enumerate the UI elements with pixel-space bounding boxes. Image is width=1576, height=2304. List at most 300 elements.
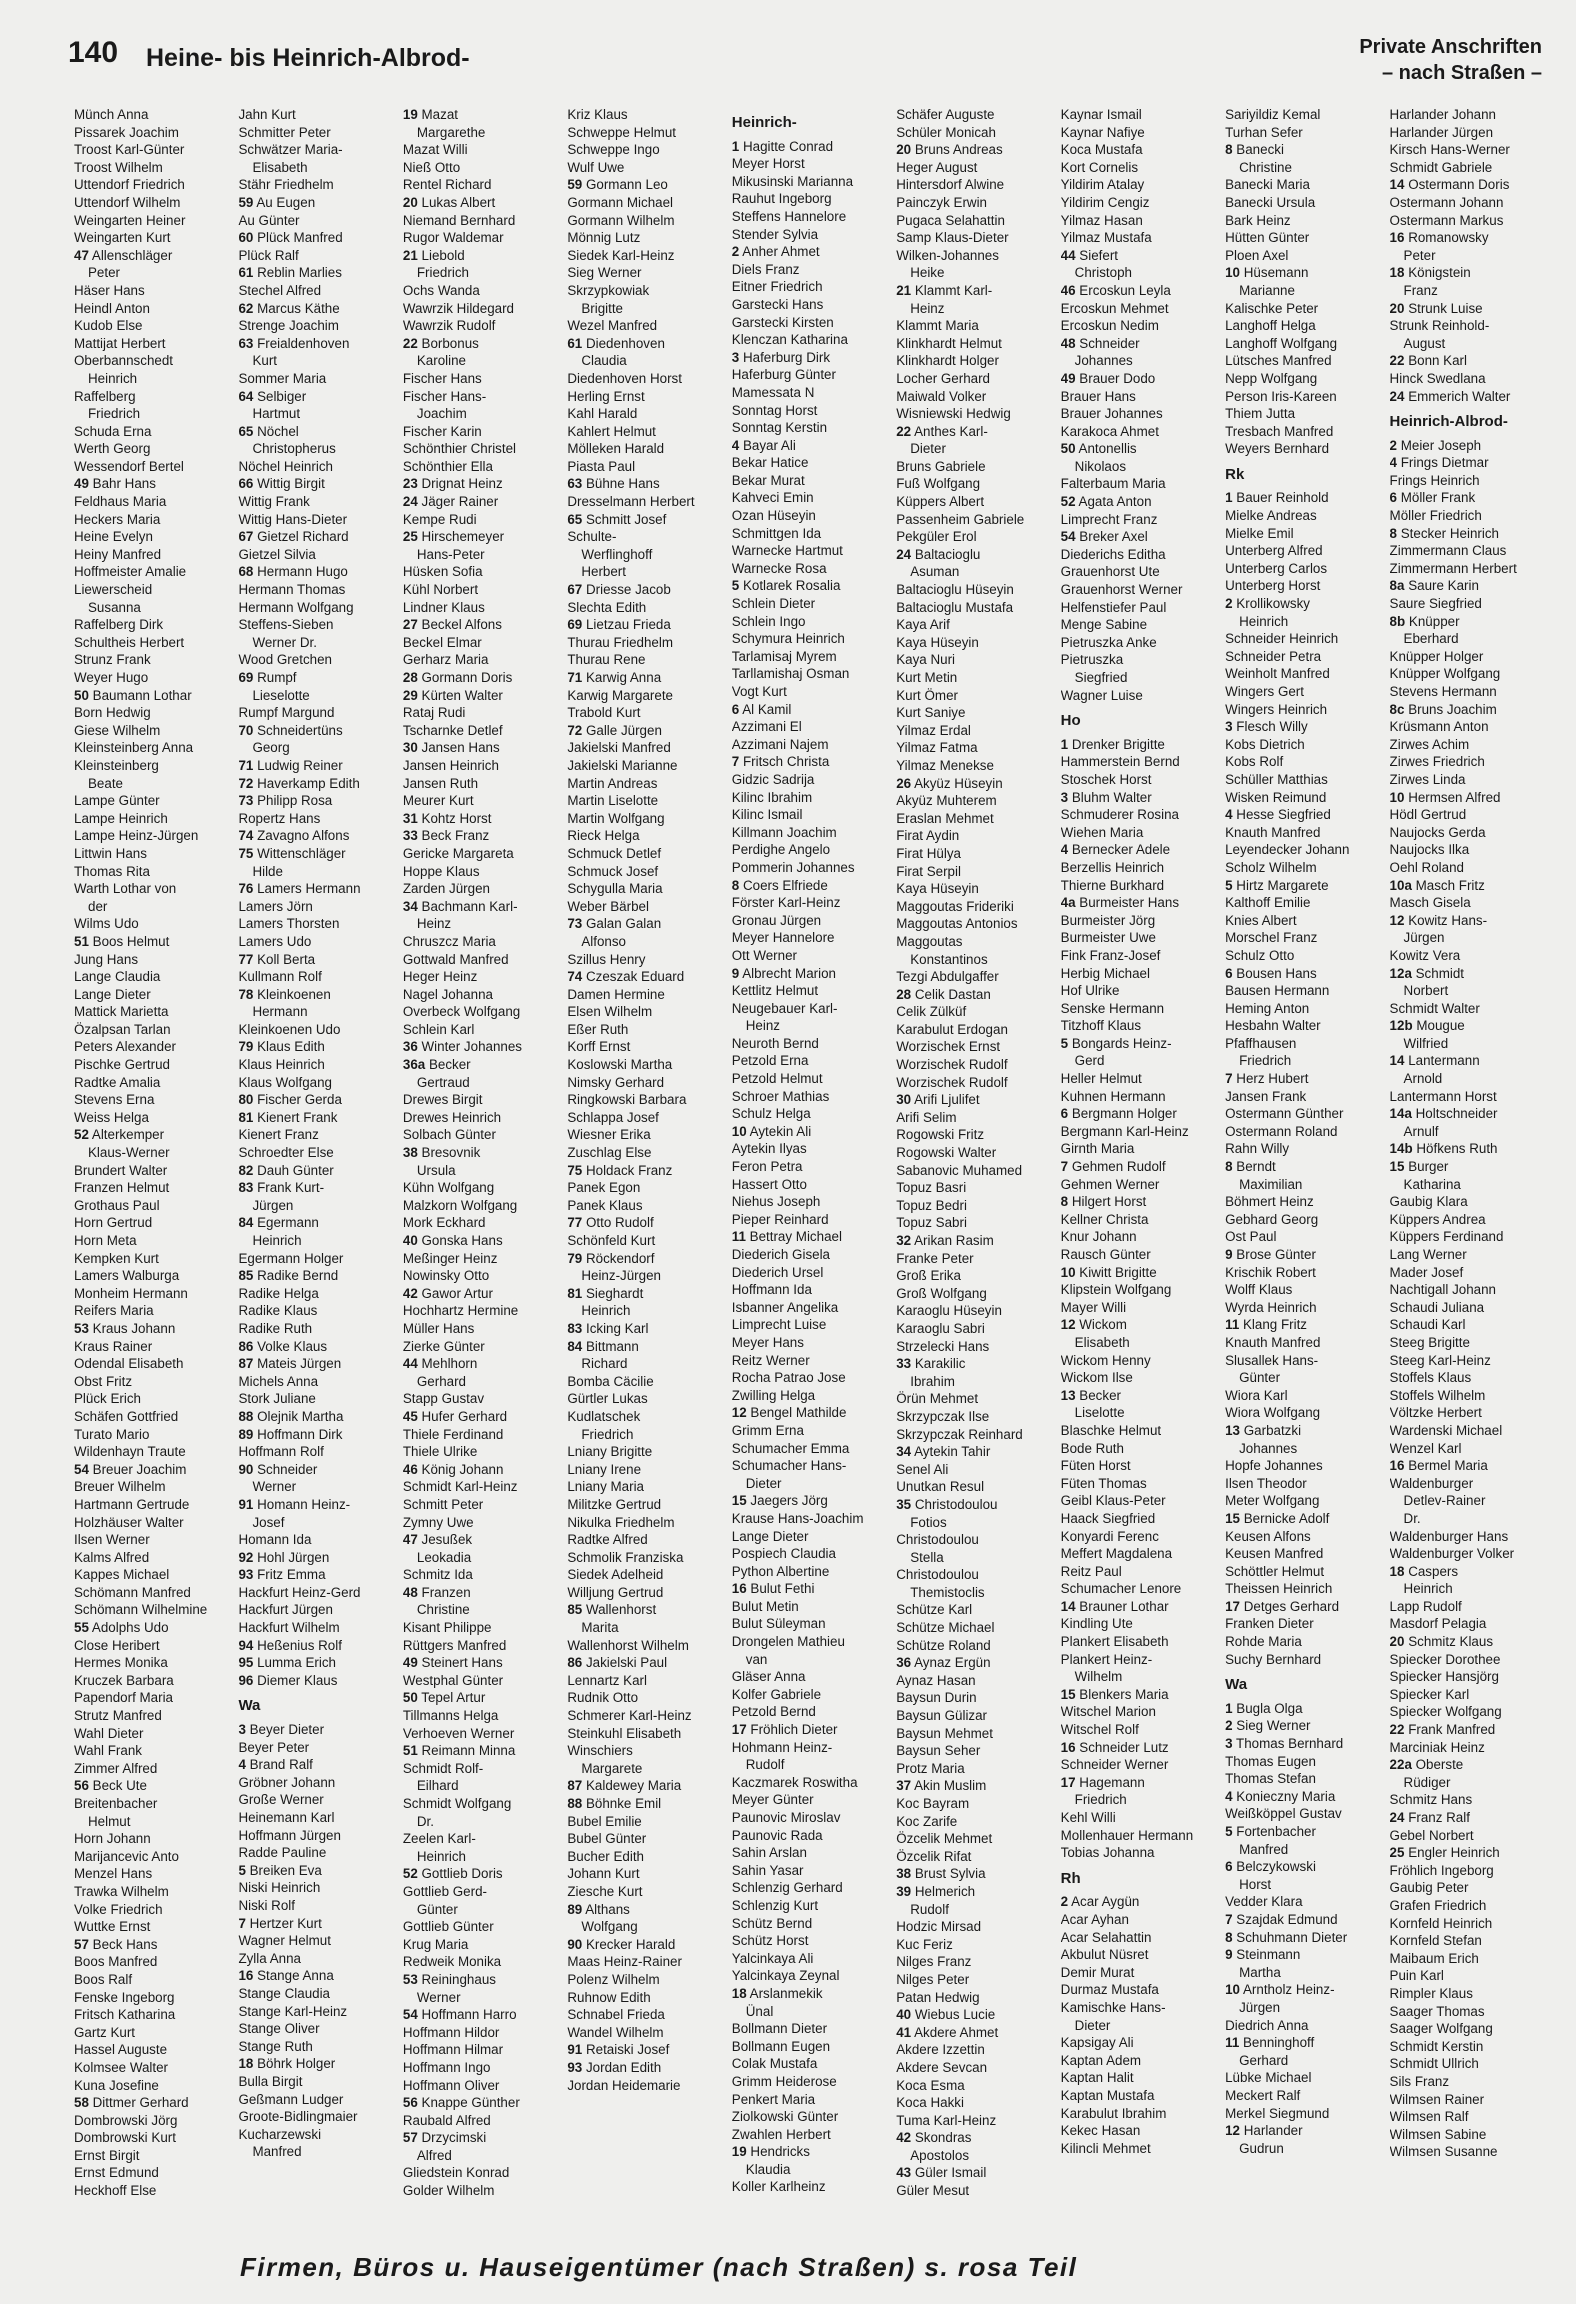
directory-entry bbox=[74, 1813, 228, 1831]
resident-name: Slechta Edith bbox=[567, 599, 647, 615]
resident-name: Karaoglu Sabri bbox=[896, 1320, 985, 1336]
directory-entry bbox=[1390, 1686, 1544, 1704]
directory-entry bbox=[1225, 335, 1379, 353]
street-heading: Rk bbox=[1225, 465, 1245, 483]
resident-name: Ost Paul bbox=[1225, 1229, 1277, 1245]
house-number: 46 bbox=[402, 1461, 418, 1477]
directory-entry bbox=[238, 1827, 392, 1845]
directory-column bbox=[74, 106, 228, 2241]
house-number: 12 bbox=[1225, 2123, 1241, 2139]
house-number: 3 bbox=[731, 349, 740, 365]
resident-name: Thiem Jutta bbox=[1225, 406, 1296, 422]
resident-name: Hoffmann Oliver bbox=[402, 2077, 500, 2093]
directory-entry bbox=[896, 563, 1050, 581]
resident-name: Wisken Reimund bbox=[1225, 789, 1327, 805]
resident-name: Martin Andreas bbox=[567, 775, 658, 791]
directory-entry bbox=[732, 296, 886, 314]
directory-entry bbox=[896, 1390, 1050, 1408]
house-number: 49 bbox=[402, 1655, 418, 1671]
directory-entry bbox=[567, 1566, 721, 1584]
resident-name: Fenske Ingeborg bbox=[74, 1989, 175, 2005]
directory-entry bbox=[1390, 1316, 1544, 1334]
directory-entry bbox=[238, 722, 392, 740]
directory-entry bbox=[238, 1461, 392, 1479]
directory-entry bbox=[896, 1478, 1050, 1496]
resident-name: Nikulka Friedhelm bbox=[567, 1514, 675, 1530]
directory-entry bbox=[567, 2059, 721, 2077]
resident-name: Naujocks Gerda bbox=[1389, 824, 1486, 840]
resident-name: Hermann Wolfgang bbox=[238, 599, 354, 615]
house-number: 21 bbox=[402, 247, 418, 263]
resident-name: Morschel Franz bbox=[1225, 930, 1318, 946]
resident-name: Mazat Willi bbox=[402, 142, 468, 158]
directory-entry bbox=[896, 1074, 1050, 1092]
resident-name: Python Albertine bbox=[731, 1563, 830, 1579]
resident-name: Jäger Rainer bbox=[421, 494, 499, 510]
directory-entry bbox=[74, 1619, 228, 1637]
directory-entry bbox=[403, 1197, 557, 1215]
directory-entry bbox=[1225, 1788, 1379, 1806]
resident-name: Krollikowsky bbox=[1236, 596, 1310, 612]
resident-name: Girnth Maria bbox=[1060, 1141, 1135, 1157]
directory-entry bbox=[1225, 2017, 1379, 2035]
directory-entry bbox=[896, 493, 1050, 511]
directory-entry bbox=[732, 1563, 886, 1581]
resident-name: Mölleken Harald bbox=[567, 441, 665, 457]
resident-name: Hoffmeister Amalie bbox=[74, 564, 187, 580]
directory-entry bbox=[732, 1369, 886, 1387]
directory-entry bbox=[1061, 300, 1215, 318]
directory-entry bbox=[74, 1689, 228, 1707]
directory-entry bbox=[74, 616, 228, 634]
resident-name: Skrzypczak Ilse bbox=[896, 1408, 990, 1424]
resident-name: Wilmsen Ralf bbox=[1389, 2109, 1469, 2125]
resident-name: Geibl Klaus-Peter bbox=[1060, 1493, 1166, 1509]
directory-entry bbox=[1061, 753, 1215, 771]
directory-entry bbox=[1061, 1545, 1215, 1563]
directory-entry bbox=[1390, 542, 1544, 560]
directory-entry bbox=[74, 405, 228, 423]
directory-entry bbox=[74, 2059, 228, 2077]
house-number: 6 bbox=[1225, 965, 1233, 981]
resident-name: Wittig Frank bbox=[238, 494, 310, 510]
directory-entry bbox=[732, 1123, 886, 1141]
directory-entry bbox=[732, 1862, 886, 1880]
resident-name: Meyer Hans bbox=[731, 1334, 804, 1350]
house-number: 50 bbox=[1060, 441, 1076, 457]
directory-entry bbox=[732, 1052, 886, 1070]
directory-entry bbox=[403, 1865, 557, 1883]
directory-entry bbox=[1225, 2069, 1379, 2087]
directory-entry bbox=[238, 1897, 392, 1915]
resident-name: Mehlhorn bbox=[421, 1356, 478, 1372]
resident-name: Bollmann Eugen bbox=[731, 2038, 831, 2054]
resident-name: Heiny Manfred bbox=[74, 546, 162, 562]
resident-name: Kellner Christa bbox=[1060, 1211, 1149, 1227]
directory-entry bbox=[74, 1936, 228, 1954]
resident-name: Hopfe Johannes bbox=[1225, 1458, 1323, 1474]
resident-name: Berzellis Heinrich bbox=[1060, 859, 1165, 875]
resident-name: Grauenhorst Ute bbox=[1060, 564, 1160, 580]
directory-entry bbox=[74, 1074, 228, 1092]
directory-entry bbox=[1390, 929, 1544, 947]
directory-entry bbox=[403, 1091, 557, 1109]
directory-entry bbox=[403, 1461, 557, 1479]
directory-entry bbox=[238, 880, 392, 898]
directory-entry bbox=[1225, 1893, 1379, 1911]
directory-entry bbox=[732, 1070, 886, 1088]
resident-name: Gartz Kurt bbox=[74, 2024, 136, 2040]
directory-entry bbox=[74, 1514, 228, 1532]
resident-name: Pekgüler Erol bbox=[896, 529, 977, 545]
directory-entry bbox=[567, 1267, 721, 1285]
house-number: 55 bbox=[74, 1620, 89, 1636]
resident-name: Plankert Heinz- bbox=[1060, 1651, 1153, 1667]
resident-name: Paunovic Rada bbox=[731, 1827, 823, 1843]
resident-name: Bugla Olga bbox=[1236, 1700, 1303, 1716]
resident-name: König Johann bbox=[421, 1461, 504, 1477]
resident-name: Füten Thomas bbox=[1060, 1475, 1147, 1491]
house-number: 16 bbox=[238, 1968, 254, 1984]
directory-entry bbox=[1225, 613, 1379, 631]
directory-entry bbox=[1390, 1387, 1544, 1405]
house-number: 14a bbox=[1389, 1106, 1412, 1122]
directory-entry bbox=[403, 124, 557, 142]
resident-name: Friedrich bbox=[1239, 1053, 1292, 1069]
resident-name: Beate bbox=[88, 775, 123, 791]
resident-name: Kuhnen Hermann bbox=[1060, 1088, 1166, 1104]
resident-name: Arikan Rasim bbox=[914, 1233, 994, 1248]
house-number: 8 bbox=[731, 877, 740, 893]
resident-name: Themistoclis bbox=[910, 1584, 985, 1600]
directory-entry bbox=[1390, 665, 1544, 683]
directory-entry bbox=[732, 1879, 886, 1897]
directory-entry bbox=[238, 1478, 392, 1496]
resident-name: Breuer Joachim bbox=[92, 1461, 187, 1477]
resident-name: Warnecke Hartmut bbox=[731, 543, 843, 559]
resident-name: Schmidt Gabriele bbox=[1389, 159, 1493, 175]
resident-name: Franzen bbox=[421, 1584, 471, 1600]
directory-entry bbox=[1061, 282, 1215, 300]
resident-name: Detlev-Rainer bbox=[1403, 1493, 1486, 1509]
resident-name: Hilde bbox=[252, 863, 283, 879]
directory-entry bbox=[567, 1003, 721, 1021]
resident-name: Kaynar Nafiye bbox=[1060, 124, 1145, 140]
resident-name: Kowitz Hans- bbox=[1408, 912, 1488, 928]
resident-name: Anher Ahmet bbox=[742, 244, 820, 260]
directory-entry bbox=[238, 1672, 392, 1690]
resident-name: Wilmsen Sabine bbox=[1389, 2126, 1487, 2142]
resident-name: Wittenschläger bbox=[257, 845, 346, 861]
resident-name: Stange Oliver bbox=[238, 2021, 320, 2037]
resident-name: Hirschemeyer bbox=[421, 529, 505, 545]
directory-entry bbox=[896, 1320, 1050, 1338]
resident-name: Hesse Siegfried bbox=[1236, 807, 1331, 823]
directory-column bbox=[1390, 106, 1544, 2241]
resident-name: Kurt Metin bbox=[896, 670, 958, 685]
directory-entry bbox=[238, 2055, 392, 2073]
directory-entry bbox=[74, 229, 228, 247]
resident-name: Maibaum Erich bbox=[1389, 1950, 1479, 1966]
resident-name: Lniany Brigitte bbox=[567, 1444, 653, 1460]
resident-name: Waldenburger bbox=[1389, 1475, 1474, 1491]
resident-name: Fischer Hans- bbox=[402, 388, 487, 404]
resident-name: Lumma Erich bbox=[257, 1655, 336, 1671]
directory-entry bbox=[403, 1003, 557, 1021]
resident-name: Hoppe Klaus bbox=[402, 863, 480, 879]
directory-entry bbox=[1390, 947, 1544, 965]
resident-name: Fischer Karin bbox=[402, 423, 482, 439]
resident-name: Limprecht Franz bbox=[1060, 511, 1158, 527]
resident-name: Wagner Luise bbox=[1060, 687, 1143, 703]
directory-entry bbox=[238, 1531, 392, 1549]
page-title: Heine- bis Heinrich-Albrod- bbox=[146, 44, 470, 72]
directory-entry bbox=[896, 2006, 1050, 2024]
resident-name: Kappes Michael bbox=[74, 1567, 170, 1583]
directory-entry bbox=[403, 1426, 557, 1444]
directory-entry bbox=[896, 739, 1050, 757]
resident-name: Fischer Gerda bbox=[257, 1092, 342, 1108]
directory-entry bbox=[238, 1791, 392, 1809]
resident-name: Nimsky Gerhard bbox=[567, 1074, 665, 1090]
directory-entry bbox=[732, 841, 886, 859]
directory-entry bbox=[74, 141, 228, 159]
resident-name: Marcus Käthe bbox=[257, 300, 340, 316]
resident-name: Puin Karl bbox=[1389, 1968, 1444, 1984]
directory-entry bbox=[1390, 701, 1544, 719]
house-number: 4 bbox=[1389, 455, 1397, 471]
resident-name: Friedrich bbox=[581, 1426, 634, 1442]
directory-entry bbox=[74, 1725, 228, 1743]
directory-entry bbox=[74, 1901, 228, 1919]
directory-entry bbox=[238, 475, 392, 493]
resident-name: Kurt Ömer bbox=[896, 687, 958, 703]
resident-name: Tezgi Abdulgaffer bbox=[896, 969, 999, 985]
resident-name: Klipstein Wolfgang bbox=[1060, 1282, 1172, 1298]
resident-name: Diedenhoven Horst bbox=[567, 370, 682, 386]
resident-name: Wilms Udo bbox=[74, 916, 139, 932]
directory-entry bbox=[1061, 1999, 1215, 2017]
directory-entry bbox=[403, 1144, 557, 1162]
house-number: 54 bbox=[402, 2007, 418, 2023]
resident-name: Claudia bbox=[581, 353, 627, 369]
house-number: 36 bbox=[402, 1039, 418, 1055]
directory-entry bbox=[1225, 1422, 1379, 1440]
resident-name: Kudlatschek bbox=[567, 1408, 641, 1424]
resident-name: Koc Zarife bbox=[896, 1813, 958, 1829]
directory-entry bbox=[732, 1739, 886, 1757]
directory-entry bbox=[567, 1250, 721, 1268]
directory-entry bbox=[1390, 2038, 1544, 2056]
house-number: 22 bbox=[1389, 1722, 1405, 1738]
resident-name: Weyers Bernhard bbox=[1225, 441, 1330, 457]
directory-entry bbox=[1061, 1528, 1215, 1546]
directory-entry bbox=[732, 331, 886, 349]
resident-name: Aytekin Tahir bbox=[914, 1444, 991, 1460]
directory-entry bbox=[403, 423, 557, 441]
resident-name: Brose Günter bbox=[1236, 1247, 1316, 1262]
directory-entry bbox=[567, 247, 721, 265]
directory-entry bbox=[74, 1197, 228, 1215]
resident-name: Höfkens Ruth bbox=[1416, 1141, 1498, 1157]
directory-entry bbox=[732, 929, 886, 947]
house-number: 69 bbox=[238, 670, 254, 685]
resident-name: Fischer Hans bbox=[402, 370, 482, 386]
house-number: 74 bbox=[567, 969, 583, 985]
directory-entry bbox=[1225, 859, 1379, 877]
resident-name: Gehmen Rudolf bbox=[1071, 1159, 1166, 1175]
directory-entry bbox=[1225, 877, 1379, 895]
resident-name: Dr. bbox=[416, 1813, 434, 1829]
directory-entry bbox=[403, 757, 557, 775]
directory-entry bbox=[732, 138, 886, 156]
resident-name: Wiebus Lucie bbox=[914, 2007, 996, 2023]
directory-entry bbox=[403, 1355, 557, 1373]
resident-name: Mattijat Herbert bbox=[74, 335, 166, 351]
house-number: 86 bbox=[567, 1655, 583, 1671]
directory-entry bbox=[1390, 2143, 1544, 2161]
resident-name: Mateis Jürgen bbox=[257, 1356, 342, 1372]
directory-entry bbox=[732, 1193, 886, 1211]
resident-name: Mader Josef bbox=[1389, 1264, 1464, 1280]
directory-entry bbox=[896, 2182, 1050, 2200]
house-number: 61 bbox=[238, 265, 254, 281]
resident-name: Rausch Günter bbox=[1060, 1247, 1151, 1262]
house-number: 90 bbox=[238, 1461, 254, 1477]
resident-name: Hermes Monika bbox=[74, 1655, 168, 1671]
directory-entry bbox=[732, 2038, 886, 2056]
house-number: 5 bbox=[1225, 877, 1233, 893]
house-number: 69 bbox=[567, 617, 583, 633]
resident-name: Locher Gerhard bbox=[896, 370, 991, 386]
resident-name: Jansen Ruth bbox=[402, 775, 479, 791]
resident-name: Klammt Maria bbox=[896, 318, 979, 334]
directory-entry bbox=[403, 986, 557, 1004]
directory-entry bbox=[1061, 947, 1215, 965]
resident-name: Michels Anna bbox=[238, 1373, 319, 1389]
resident-name: Steffens-Sieben bbox=[238, 617, 334, 633]
directory-entry bbox=[1390, 1475, 1544, 1493]
resident-name: Hoffmann Rolf bbox=[238, 1444, 324, 1460]
resident-name: Bittmann bbox=[585, 1338, 639, 1354]
resident-name: Ercoskun Mehmet bbox=[1060, 300, 1169, 316]
resident-name: Ilsen Theodor bbox=[1225, 1475, 1307, 1491]
resident-name: Grothaus Paul bbox=[74, 1197, 160, 1213]
directory-entry bbox=[1390, 1862, 1544, 1880]
house-number: 4 bbox=[1225, 1788, 1233, 1804]
house-number: 9 bbox=[1225, 1947, 1233, 1963]
resident-name: Heinemann Karl bbox=[238, 1810, 335, 1825]
resident-name: Maggoutas bbox=[896, 933, 963, 949]
directory-entry bbox=[732, 789, 886, 807]
resident-name: Harlander Jürgen bbox=[1389, 124, 1494, 140]
directory-entry bbox=[567, 968, 721, 986]
directory-entry bbox=[403, 194, 557, 212]
directory-entry bbox=[74, 1162, 228, 1180]
resident-name: Martin Wolfgang bbox=[567, 810, 665, 826]
resident-name: Schulz Otto bbox=[1225, 947, 1295, 963]
resident-name: Skondras bbox=[914, 2130, 972, 2146]
resident-name: Klinkhardt Holger bbox=[896, 353, 999, 369]
resident-name: Scholz Wilhelm bbox=[1225, 859, 1317, 875]
directory-entry bbox=[732, 472, 886, 490]
resident-name: Liselotte bbox=[1074, 1405, 1125, 1421]
house-number: 44 bbox=[402, 1356, 418, 1372]
resident-name: Akyüz Hüseyin bbox=[914, 775, 1003, 791]
resident-name: Panek Egon bbox=[567, 1180, 641, 1196]
directory-entry bbox=[403, 159, 557, 177]
directory-entry bbox=[567, 1936, 721, 1954]
directory-entry bbox=[1390, 894, 1544, 912]
directory-entry bbox=[1225, 683, 1379, 701]
directory-entry bbox=[732, 419, 886, 437]
directory-entry bbox=[896, 863, 1050, 881]
resident-name: Jahn Kurt bbox=[238, 107, 296, 122]
directory-entry bbox=[896, 1989, 1050, 2007]
resident-name: Zimmermann Claus bbox=[1389, 543, 1507, 559]
resident-name: Gormann Michael bbox=[567, 194, 674, 210]
directory-entry bbox=[74, 1989, 228, 2007]
resident-name: Zierke Günter bbox=[402, 1338, 485, 1354]
directory-entry bbox=[74, 1144, 228, 1162]
resident-name: Norbert bbox=[1403, 983, 1449, 999]
directory-entry bbox=[567, 1056, 721, 1074]
resident-name: Mork Eckhard bbox=[402, 1215, 486, 1231]
directory-entry bbox=[732, 1281, 886, 1299]
directory-entry bbox=[1390, 1563, 1544, 1581]
house-number: 10a bbox=[1389, 877, 1412, 893]
directory-entry bbox=[1061, 1580, 1215, 1598]
directory-entry bbox=[238, 405, 392, 423]
resident-name: Niski Rolf bbox=[238, 1897, 295, 1913]
directory-entry bbox=[74, 1601, 228, 1619]
directory-entry bbox=[1225, 405, 1379, 423]
directory-entry bbox=[567, 1214, 721, 1232]
directory-entry bbox=[1061, 493, 1215, 511]
resident-name: Burmeister Uwe bbox=[1060, 930, 1156, 946]
resident-name: Gebhard Georg bbox=[1225, 1211, 1319, 1227]
resident-name: Wenzel Karl bbox=[1389, 1440, 1462, 1456]
directory-entry bbox=[1225, 352, 1379, 370]
resident-name: Sonntag Horst bbox=[731, 402, 818, 418]
resident-name: Dresselmann Herbert bbox=[567, 494, 695, 510]
resident-name: Frings Dietmar bbox=[1400, 455, 1489, 471]
resident-name: Jakielski Marianne bbox=[567, 757, 678, 773]
resident-name: Sariyildiz Kemal bbox=[1225, 107, 1321, 122]
resident-name: Schmidt Wolfgang bbox=[402, 1796, 512, 1811]
directory-entry bbox=[403, 704, 557, 722]
resident-name: Dombrowski Kurt bbox=[74, 2130, 176, 2146]
house-number: 15 bbox=[1389, 1159, 1405, 1175]
house-number: 25 bbox=[1389, 1845, 1405, 1861]
resident-name: Wittig Birgit bbox=[257, 476, 325, 492]
directory-entry bbox=[1390, 912, 1544, 930]
resident-name: Ostermann Doris bbox=[1408, 177, 1510, 193]
directory-entry bbox=[567, 1091, 721, 1109]
directory-entry bbox=[74, 2077, 228, 2095]
resident-name: Hesbahn Walter bbox=[1225, 1018, 1321, 1034]
resident-name: Lübke Michael bbox=[1225, 2070, 1312, 2086]
resident-name: Nilges Franz bbox=[896, 1954, 972, 1970]
resident-name: Katharina bbox=[1403, 1176, 1461, 1192]
directory-entry bbox=[74, 1091, 228, 1109]
resident-name: Mattick Marietta bbox=[74, 1004, 169, 1020]
resident-name: Arnulf bbox=[1403, 1123, 1439, 1139]
resident-name: Topuz Basri bbox=[896, 1180, 967, 1196]
resident-name: Petzold Helmut bbox=[731, 1071, 823, 1087]
resident-name: Winter Johannes bbox=[421, 1039, 522, 1055]
directory-entry bbox=[896, 1918, 1050, 1936]
